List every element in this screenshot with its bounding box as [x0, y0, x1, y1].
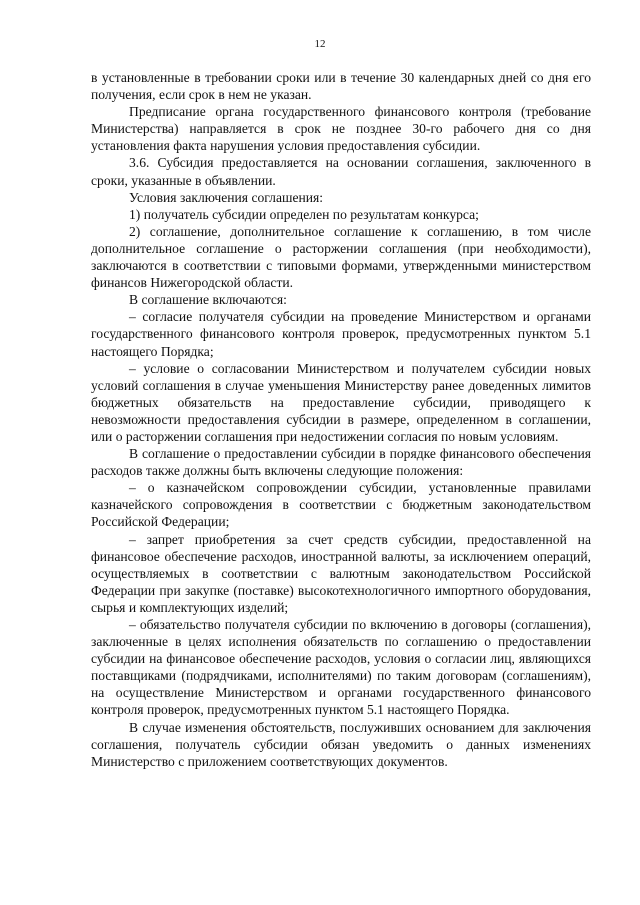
paragraph: в установленные в требовании сроки или в течение 30 календарных дней со дня его получения, если срок в нем не указан. — [91, 70, 591, 103]
paragraph: В соглашение включаются: — [129, 292, 287, 308]
page-number: 12 — [314, 38, 326, 50]
paragraph: – условие о согласовании Министерством и получателем субсидии новых условий соглашения в случае уменьшения Министерству ранее доведенных лимитов бюджетных обязательств на предоставление субсидии, приводящего к невозможности предоставления субсидии в размере, определенном в соглашении, или о расторжении соглашения при недостижении согласия по новым условиям. — [91, 360, 591, 444]
document-body — [91, 69, 591, 770]
paragraph: В случае изменения обстоятельств, послуживших основанием для заключения соглашения, получатель субсидии обязан уведомить о данных изменениях Министерство с приложением соответствующих документов. — [91, 719, 591, 769]
paragraph: 3.6. Субсидия предоставляется на основании соглашения, заключенного в сроки, указанные в объявлении. — [91, 155, 591, 188]
paragraph: 2) соглашение, дополнительное соглашение к соглашению, в том числе дополнительное соглашение о расторжении соглашения (при необходимости), заключаются в соответствии с типовыми формами, утвержденными министерством финансов Нижегородской области. — [91, 223, 591, 291]
paragraph: В соглашение о предоставлении субсидии в порядке финансового обеспечения расходов также должны быть включены следующие положения: — [91, 446, 591, 479]
paragraph: – о казначейском сопровождении субсидии, установленные правилами казначейского сопровождения в соответствии с бюджетным законодательством Российской Федерации; — [91, 480, 591, 530]
paragraph: 1) получатель субсидии определен по результатам конкурса; — [129, 206, 479, 222]
paragraph: Условия заключения соглашения: — [129, 189, 324, 205]
paragraph: Предписание органа государственного финансового контроля (требование Министерства) направляется в срок не позднее 30-го рабочего дня со дня установления факта нарушения условия предоставления субсидии. — [91, 104, 591, 154]
paragraph: – обязательство получателя субсидии по включению в договоры (соглашения), заключенные в целях исполнения обязательств по соглашению о предоставлении субсидии на финансовое обеспечение расходов, условия о согласии лиц, являющихся поставщиками (подрядчиками, исполнителями) по таким договорам (соглашениям), на осуществление Министерством и органами государственного финансового контроля проверок, предусмотренных пунктом 5.1 настоящего Порядка. — [91, 617, 591, 718]
paragraph: – согласие получателя субсидии на проведение Министерством и органами государственного финансового контроля проверок, предусмотренных пунктом 5.1 настоящего Порядка; — [91, 309, 591, 359]
paragraph: – запрет приобретения за счет средств субсидии, предоставленной на финансовое обеспечение расходов, иностранной валюты, за исключением операций, осуществляемых в соответствии с валютным законодательством Российской Федерации при закупке (поставке) высокотехнологичного импортного оборудования, сырья и комплектующих изделий; — [91, 531, 591, 615]
